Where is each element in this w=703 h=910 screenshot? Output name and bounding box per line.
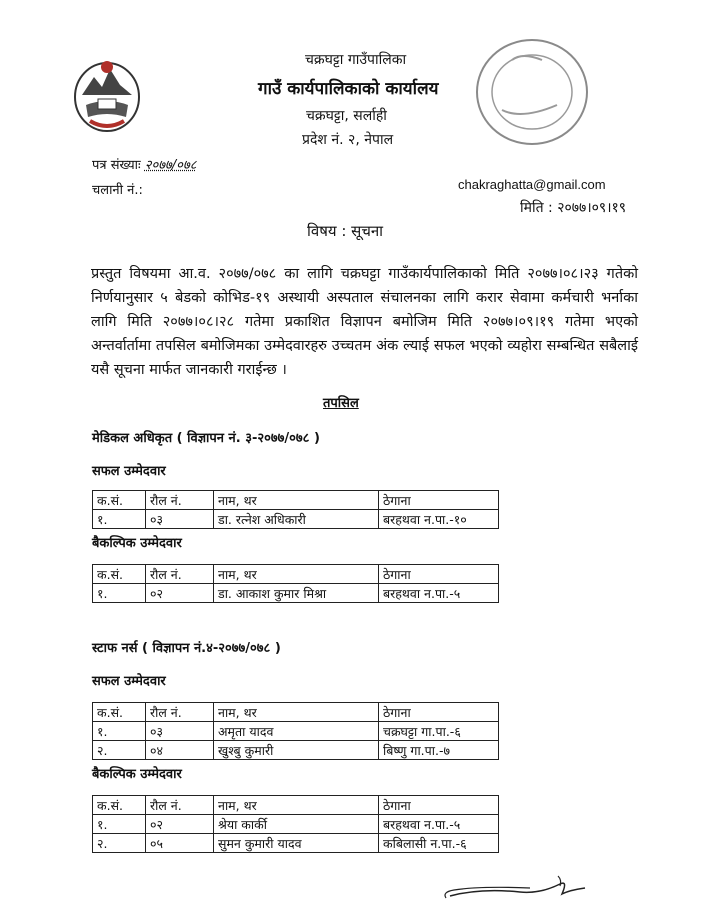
table-row (93, 815, 499, 834)
details-heading: तपसिल (323, 396, 359, 411)
cell-serial: २. (93, 834, 146, 853)
header-name: नाम, थर (214, 491, 379, 510)
header-roll: रौल नं. (146, 796, 214, 815)
cell-roll: ०३ (146, 722, 214, 741)
cell-serial: १. (93, 722, 146, 741)
signature-icon (440, 870, 590, 906)
office-name: गाउँ कार्यपालिकाको कार्यालय (258, 79, 439, 99)
cell-name: श्रेया कार्की (214, 815, 379, 834)
date: मिति : २०७७।०९।१९ (520, 200, 627, 216)
header-roll: रौल नं. (146, 565, 214, 584)
cell-roll: ०४ (146, 741, 214, 760)
cell-name: डा. रत्नेश अधिकारी (214, 510, 379, 529)
cell-name: डा. आकाश कुमार मिश्रा (214, 584, 379, 603)
successful-candidates-label: सफल उम्मेदवार (92, 674, 166, 689)
notice-body: प्रस्तुत विषयमा आ.व. २०७७/०७८ का लागि चक्रघट्टा गाउँकार्यपालिकाको मिति २०७७।०८।२३ गतेको निर्णयानुसार ५ बेडको कोभिड-१९ अस्थायी अस्पताल संचालनका लागि करार सेवामा कर्मचारी भर्नाका लागि मिति २०७७।०८।२८ गतेमा प्रकाशित विज्ञापन बमोजिम मिति २०७७।०९।१९ गतेमा भएको अन्तर्वार्तामा तपसिल बमोजिमका उम्मेदवारहरु उच्चतम अंक ल्याई सफल भएको व्यहोरा सम्बन्धित सबैलाई यसै सूचना मार्फत जानकारी गराईन्छ । (91, 266, 638, 378)
alternate-candidates-label: बैकल्पिक उम्मेदवार (92, 536, 182, 551)
address-line-2: प्रदेश नं. २, नेपाल (302, 132, 394, 148)
cell-name: सुमन कुमारी यादव (214, 834, 379, 853)
table-header-row (93, 796, 499, 815)
subject-line: विषय : सूचना (307, 222, 384, 240)
table-header-row (93, 491, 499, 510)
header-name: नाम, थर (214, 796, 379, 815)
header-name: नाम, थर (214, 703, 379, 722)
cell-address: बरहथवा न.पा.-१० (379, 510, 499, 529)
cell-address: बरहथवा न.पा.-५ (379, 584, 499, 603)
cell-address: कबिलासी न.पा.-६ (379, 834, 499, 853)
alternate-candidates-label: बैकल्पिक उम्मेदवार (92, 767, 182, 782)
cell-serial: १. (93, 584, 146, 603)
address-line-1: चक्रघट्टा, सर्लाही (306, 108, 387, 124)
cell-name: खुश्बु कुमारी (214, 741, 379, 760)
table-row (93, 510, 499, 529)
office-stamp-icon (462, 30, 592, 150)
successful-candidates-label: सफल उम्मेदवार (92, 464, 166, 479)
cell-serial: १. (93, 815, 146, 834)
section-title-medical-officer: मेडिकल अधिकृत ( विज्ञापन नं. ३-२०७७/०७८ ) (92, 431, 320, 446)
table-header-row (93, 703, 499, 722)
letter-number-value: २०७७/०७८ (144, 158, 197, 173)
header-roll: रौल नं. (146, 703, 214, 722)
cell-address: चक्रघट्टा गा.पा.-६ (379, 722, 499, 741)
header-address: ठेगाना (379, 703, 499, 722)
dispatch-number-label: चलानी नं.: (92, 183, 143, 198)
letter-number-label: पत्र संख्याः २०७७/०७८ (92, 158, 197, 173)
table-row (93, 741, 499, 760)
table-row (93, 722, 499, 741)
section-title-staff-nurse: स्टाफ नर्स ( विज्ञापन नं.४-२०७७/०७८ ) (92, 641, 281, 656)
municipality-name: चक्रघट्टा गाउँपालिका (305, 52, 407, 68)
cell-address: बरहथवा न.पा.-५ (379, 815, 499, 834)
nepal-emblem-icon (70, 55, 144, 135)
cell-name: अमृता यादव (214, 722, 379, 741)
header-serial: क.सं. (93, 491, 146, 510)
header-address: ठेगाना (379, 796, 499, 815)
medical-alternate-table (92, 564, 499, 603)
header-address: ठेगाना (379, 491, 499, 510)
cell-roll: ०२ (146, 584, 214, 603)
table-row (93, 834, 499, 853)
medical-successful-table (92, 490, 499, 529)
header-serial: क.सं. (93, 703, 146, 722)
header-serial: क.सं. (93, 796, 146, 815)
table-header-row (93, 565, 499, 584)
header-roll: रौल नं. (146, 491, 214, 510)
cell-serial: १. (93, 510, 146, 529)
nurse-alternate-table (92, 795, 499, 853)
cell-serial: २. (93, 741, 146, 760)
header-serial: क.सं. (93, 565, 146, 584)
cell-address: बिष्णु गा.पा.-७ (379, 741, 499, 760)
table-row (93, 584, 499, 603)
cell-roll: ०३ (146, 510, 214, 529)
header-address: ठेगाना (379, 565, 499, 584)
cell-roll: ०५ (146, 834, 214, 853)
header-name: नाम, थर (214, 565, 379, 584)
email-address: chakraghatta@gmail.com (458, 177, 606, 192)
cell-roll: ०२ (146, 815, 214, 834)
nurse-successful-table (92, 702, 499, 760)
